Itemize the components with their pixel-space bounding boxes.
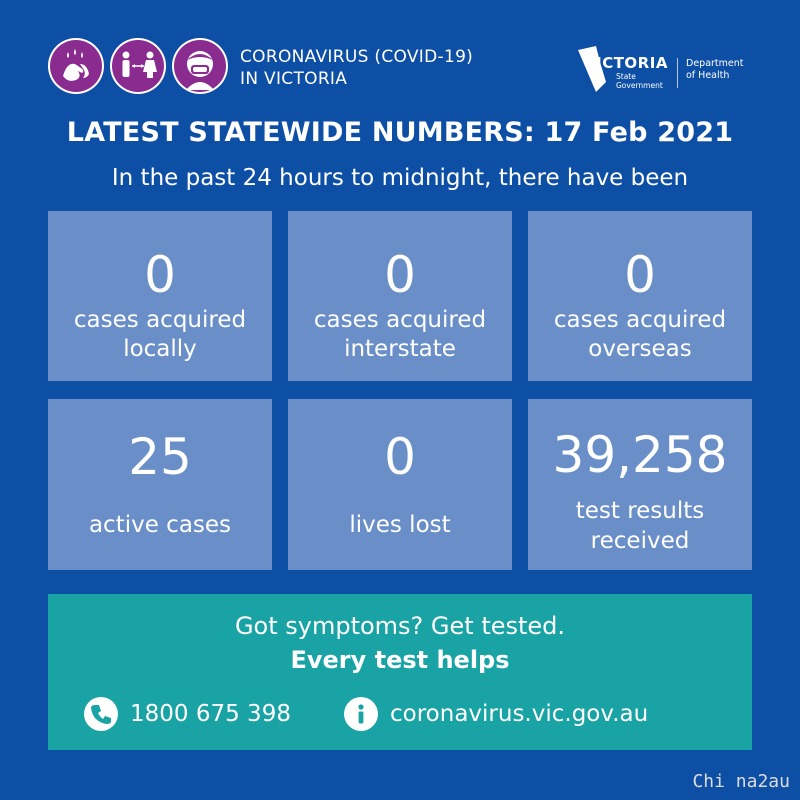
stat-label-line2: locally <box>123 336 197 362</box>
stat-value: 0 <box>144 246 176 304</box>
stat-label-line2: received <box>590 528 690 554</box>
stat-value: 39,258 <box>552 426 728 484</box>
phone-icon <box>84 697 118 731</box>
gov-logo-sub-line2: Government <box>616 81 663 90</box>
victoria-government-logo <box>576 40 760 96</box>
gov-logo-name: VICTORIA <box>584 54 668 72</box>
header <box>48 36 760 100</box>
stat-value: 0 <box>384 246 416 304</box>
stat-label-line1: cases acquired <box>553 307 727 333</box>
gov-logo-sub <box>616 72 663 90</box>
stat-label-line2: interstate <box>344 336 456 362</box>
stat-label-line1: test results <box>575 498 705 524</box>
stat-label-line1: active cases <box>88 512 232 538</box>
info-icon <box>344 697 378 731</box>
department-name <box>686 58 744 82</box>
stat-card-interstate <box>288 211 512 381</box>
stat-value: 0 <box>624 246 656 304</box>
watermark: Chi na2au <box>692 771 790 792</box>
stat-card-local <box>48 211 272 381</box>
cta-line2: Every test helps <box>290 646 510 674</box>
stat-card-active <box>48 399 272 570</box>
stat-card-lives-lost <box>288 399 512 570</box>
stat-value: 0 <box>384 428 416 486</box>
department-line1: Department <box>686 58 744 69</box>
face-mask-icon <box>172 38 228 94</box>
cta-line1: Got symptoms? Get tested. <box>234 612 566 640</box>
header-title-line2: IN VICTORIA <box>240 69 348 89</box>
stat-label-line1: lives lost <box>349 512 451 538</box>
header-title-line1: CORONAVIRUS (COVID-19) <box>240 47 474 67</box>
header-title <box>240 46 473 90</box>
stat-value: 25 <box>128 428 192 486</box>
department-line2: of Health <box>686 70 730 81</box>
phone-number[interactable]: 1800 675 398 <box>130 701 291 727</box>
phone-contact[interactable] <box>84 696 291 732</box>
handwash-icon <box>48 38 104 94</box>
stat-card-tests <box>528 399 752 570</box>
website-link[interactable]: coronavirus.vic.gov.au <box>390 701 649 727</box>
stat-label-line1: cases acquired <box>73 307 247 333</box>
website-contact[interactable] <box>344 696 648 732</box>
logo-divider <box>677 58 678 88</box>
stat-label-line2: overseas <box>588 336 692 362</box>
cta-panel <box>48 594 752 750</box>
stat-label-line1: cases acquired <box>313 307 487 333</box>
stat-card-overseas <box>528 211 752 381</box>
gov-logo-sub-line1: State <box>616 72 636 81</box>
headline: LATEST STATEWIDE NUMBERS: 17 Feb 2021 <box>66 117 734 148</box>
distancing-icon <box>110 38 166 94</box>
subheadline: In the past 24 hours to midnight, there have been <box>111 165 689 191</box>
